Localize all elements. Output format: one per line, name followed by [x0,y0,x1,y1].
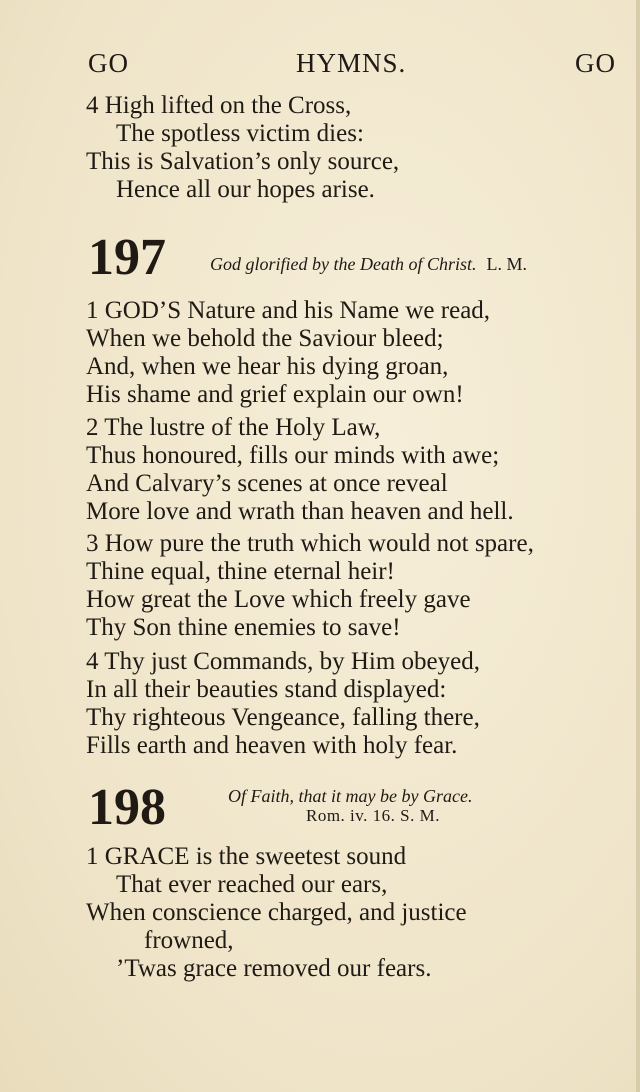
running-header [88,48,616,82]
verse-line: When we behold the Saviour bleed; [86,325,444,352]
verse-line: And, when we hear his dying groan, [86,353,449,380]
page-edge [636,0,640,1092]
verse-line: 4 High lifted on the Cross, [86,92,352,119]
hymn-title-text: God glorified by the Death of Christ. [210,254,477,274]
scripture-reference: Rom. iv. 16. S. M. [306,806,441,825]
hymn-198-heading [88,779,628,842]
verse-line: The spotless victim dies: [116,120,364,147]
previous-hymn-verse [86,92,399,204]
verse-line: 1 GOD’S Nature and his Name we read, [86,297,491,324]
verse-line: frowned, [144,927,234,954]
hymn-197-heading [88,229,628,292]
verse-line: That ever reached our ears, [116,871,388,898]
verse-line: His shame and grief explain our own! [86,381,464,408]
verse-line: 2 The lustre of the Holy Law, [86,414,381,441]
verse-line: Thine equal, thine eternal heir! [86,558,395,585]
verse-line: How great the Love which freely gave [86,586,471,613]
verse-line: Thy righteous Vengeance, falling there, [86,704,480,731]
hymn-197-stanza-1 [86,297,490,409]
verse-line: This is Salvation’s only source, [86,148,400,175]
verse-line: 1 GRACE is the sweetest sound [86,843,407,870]
verse-line: When conscience charged, and justice [86,899,467,926]
verse-line: 4 Thy just Commands, by Him obeyed, [86,648,480,675]
verse-line: More love and wrath than heaven and hell. [86,498,514,525]
verse-line: 3 How pure the truth which would not spare, [86,530,534,557]
verse-line: Thy Son thine enemies to save! [86,614,401,641]
verse-line: Hence all our hopes arise. [116,176,375,203]
header-title: HYMNS. [296,48,407,78]
hymn-number: 197 [88,229,166,286]
hymn-197-stanza-2 [86,414,514,526]
verse-line: In all their beauties stand displayed: [86,676,447,703]
hymn-title [210,254,527,275]
header-left: GO [88,48,129,78]
hymn-197-stanza-4 [86,648,480,760]
hymn-title: Of Faith, that it may be by Grace. [228,786,473,806]
hymn-meter: L. M. [486,254,527,274]
hymn-number: 198 [88,779,166,836]
verse-line: And Calvary’s scenes at once reveal [86,470,448,497]
hymn-198-stanza-1 [86,843,467,983]
header-right: GO [575,48,616,78]
verse-line: ’Twas grace removed our fears. [116,955,432,982]
verse-line: Fills earth and heaven with holy fear. [86,732,458,759]
verse-line: Thus honoured, fills our minds with awe; [86,442,500,469]
hymn-197-stanza-3 [86,530,534,642]
